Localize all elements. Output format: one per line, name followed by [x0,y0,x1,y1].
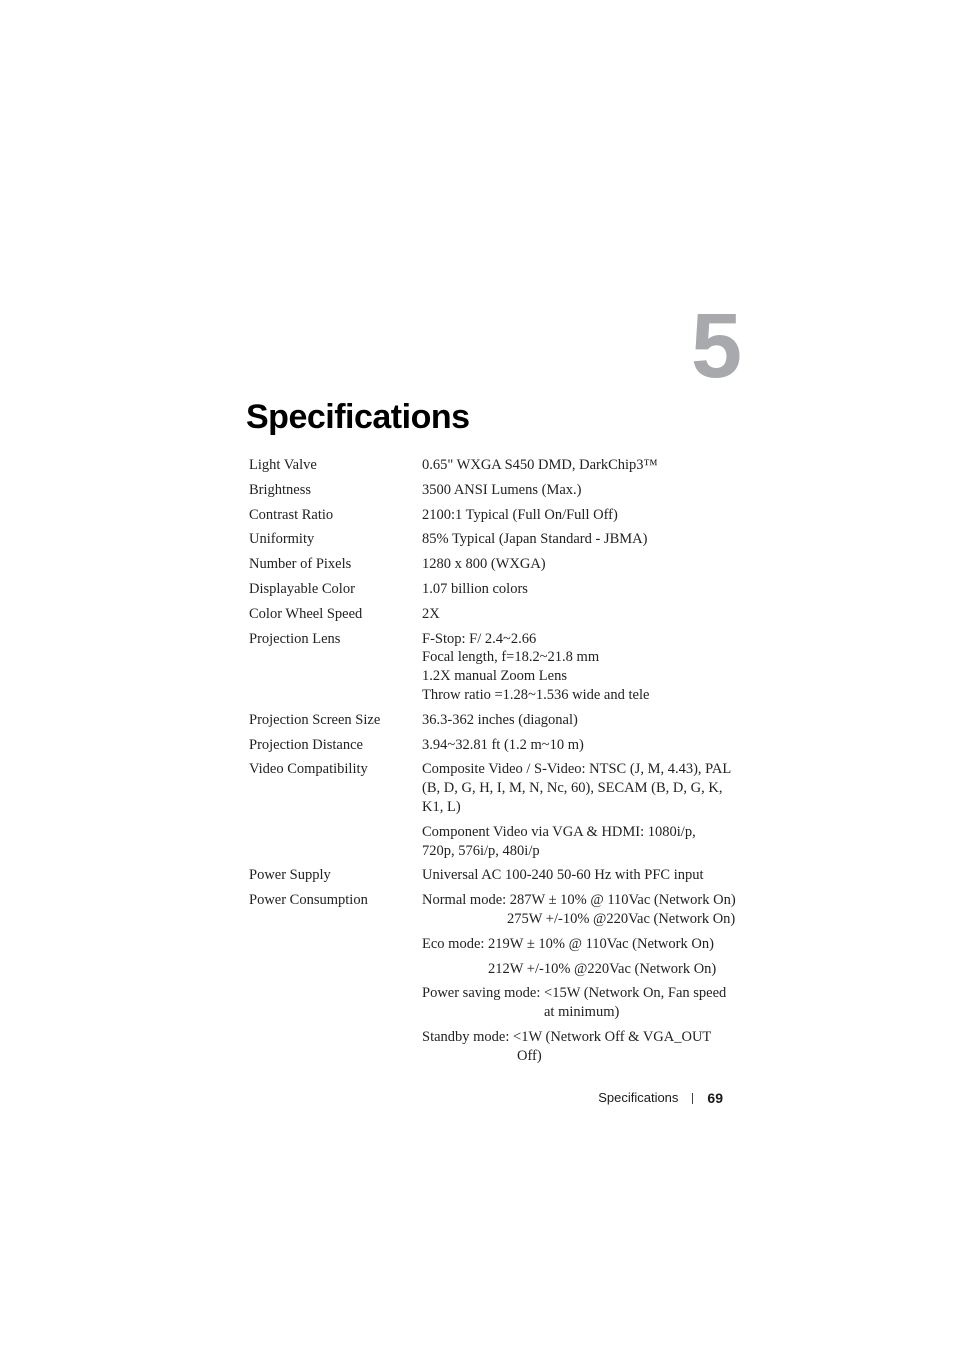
spec-label: Contrast Ratio [249,506,334,523]
spec-label: Uniformity [249,531,315,548]
chapter-number: 5 [690,295,740,397]
spec-value [422,605,739,630]
spec-label: Projection Distance [249,736,363,753]
spec-label: Power Supply [249,867,331,884]
spec-value-line: Standby mode: <1W (Network Off & VGA_OUT [422,1028,712,1045]
spec-value [422,736,739,761]
spec-value-line: at minimum) [544,1004,620,1021]
spec-value-paragraph [422,580,739,605]
spec-value-line: Composite Video / S-Video: NTSC (J, M, 4.43), PAL [422,761,732,778]
spec-row [249,891,739,1071]
spec-value-paragraph [422,935,739,960]
spec-value-line: Universal AC 100-240 50-60 Hz with PFC input [422,867,704,884]
spec-value [422,555,739,580]
spec-row [249,530,739,555]
spec-row [249,555,739,580]
spec-value [422,580,739,605]
spec-value [422,866,739,891]
spec-value-line: Focal length, f=18.2~21.8 mm [422,649,600,666]
spec-value-paragraph [422,711,739,736]
spec-value-paragraph [422,736,739,761]
page-title: Specifications [246,398,470,436]
spec-row [249,580,739,605]
spec-value-line: Eco mode: 219W ± 10% @ 110Vac (Network On) [422,935,714,952]
spec-value [422,530,739,555]
spec-row [249,481,739,506]
spec-label: Displayable Color [249,580,355,597]
spec-value-paragraph [422,530,739,555]
spec-value-paragraph [422,481,739,506]
spec-value-line: Power saving mode: <15W (Network On, Fan speed [422,985,727,1002]
spec-value-line: Component Video via VGA & HDMI: 1080i/p, [422,823,696,840]
footer-section-name: Specifications [598,1090,679,1105]
specifications-table [249,456,739,1072]
spec-value-paragraph [422,866,739,891]
spec-value-paragraph [422,984,739,1028]
spec-value [422,481,739,506]
spec-label: Video Compatibility [249,761,368,778]
spec-value-line: 2X [422,605,440,622]
spec-value-line: 36.3-362 inches (diagonal) [422,711,578,728]
spec-row [249,760,739,866]
spec-value-line: F-Stop: F/ 2.4~2.66 [422,630,537,647]
spec-row [249,736,739,761]
spec-value-line: 1280 x 800 (WXGA) [422,556,546,573]
page-number: 69 [707,1090,723,1106]
spec-row [249,506,739,531]
spec-row [249,605,739,630]
spec-value-line: Normal mode: 287W ± 10% @ 110Vac (Network On) [422,892,736,909]
spec-value-line: 1.07 billion colors [422,580,528,597]
spec-value-line: 2100:1 Typical (Full On/Full Off) [422,506,618,523]
spec-value-line: 85% Typical (Japan Standard - JBMA) [422,531,648,548]
spec-value-paragraph [422,605,739,630]
spec-value-paragraph [422,555,739,580]
spec-value-line: Off) [517,1047,542,1064]
spec-value-paragraph [422,506,739,531]
spec-value-line: Throw ratio =1.28~1.536 wide and tele [422,686,650,703]
spec-value-line: 212W +/-10% @220Vac (Network On) [488,960,717,977]
spec-label: Brightness [249,481,312,498]
spec-value [422,630,739,711]
spec-value-line: 275W +/-10% @220Vac (Network On) [507,910,736,927]
spec-label: Power Consumption [249,892,368,909]
spec-label: Color Wheel Speed [249,605,363,622]
spec-label: Light Valve [249,457,317,473]
spec-value-paragraph [422,960,739,985]
spec-value [422,760,739,866]
spec-value-paragraph [422,1028,739,1072]
spec-value-line: 720p, 576i/p, 480i/p [422,842,540,859]
spec-value-line: 3.94~32.81 ft (1.2 m~10 m) [422,736,584,753]
spec-value [422,711,739,736]
spec-value-paragraph [422,456,739,481]
spec-value-line: 0.65" WXGA S450 DMD, DarkChip3™ [422,457,658,473]
footer-divider [692,1093,693,1104]
spec-value-paragraph [422,760,739,822]
spec-value-paragraph [422,891,739,935]
spec-value-line: 3500 ANSI Lumens (Max.) [422,481,582,498]
spec-value-paragraph [422,630,739,711]
spec-row [249,630,739,711]
spec-value-line: K1, L) [422,798,461,815]
spec-row [249,456,739,481]
spec-value [422,456,739,481]
spec-label: Number of Pixels [249,556,352,573]
spec-row [249,866,739,891]
spec-label: Projection Lens [249,630,341,647]
spec-value [422,891,739,1071]
spec-value-paragraph [422,823,739,867]
spec-value-line: (B, D, G, H, I, M, N, Nc, 60), SECAM (B, D, G, K, [422,780,723,797]
spec-value [422,506,739,531]
spec-value-line: 1.2X manual Zoom Lens [422,668,567,685]
spec-row [249,711,739,736]
spec-label: Projection Screen Size [249,711,381,728]
page-footer [598,1088,723,1108]
